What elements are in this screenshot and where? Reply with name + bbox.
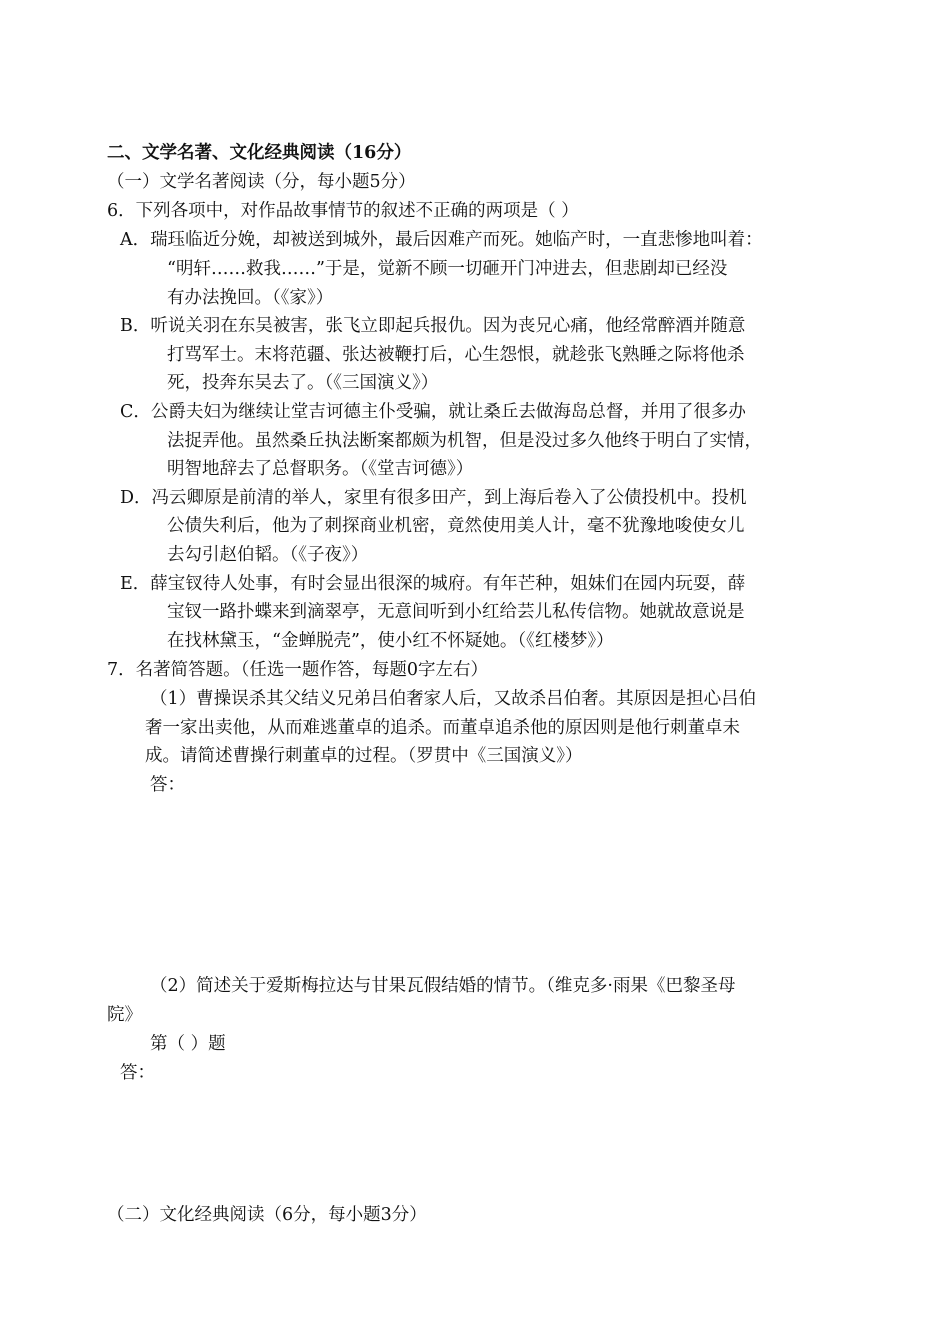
q6-option-a-line2: “明轩……救我……”于是，觉新不顾一切砸开门冲进去，但悲剧却已经没: [167, 259, 728, 279]
q6-option-c-line2: 法捉弄他。虽然桑丘执法断案都颇为机智，但是没过多久他终于明白了实情，: [167, 431, 762, 451]
q6-option-b: B．听说关羽在东吴被害，张飞立即起兵报仇。因为丧兄心痛，他经常醉酒并随意: [120, 316, 746, 336]
part2-title: （二）文化经典阅读（6分，每小题3分）: [107, 1205, 427, 1225]
part1-title: （一）文学名著阅读（分，每小题5分）: [107, 172, 416, 192]
q6-option-a: A．瑞珏临近分娩，却被送到城外，最后因难产而死。她临产时，一直悲惨地叫着：: [120, 230, 763, 250]
q6-option-c-line3: 明智地辞去了总督职务。（《堂吉诃德》）: [167, 459, 474, 479]
q6-option-b-line2: 打骂军士。末将范疆、张达被鞭打后，心生怨恨，就趁张飞熟睡之际将他杀: [167, 345, 745, 365]
q7-stem: 7．名著简答题。（任选一题作答，每题0字左右）: [107, 660, 489, 680]
answer-label-1: 答：: [150, 775, 185, 795]
q6-option-d-line2: 公债失利后，他为了刺探商业机密，竟然使用美人计，毫不犹豫地唆使女儿: [167, 516, 745, 536]
q7-sub1-line1: （1）曹操误杀其父结义兄弟吕伯奢家人后，又故杀吕伯奢。其原因是担心吕伯: [150, 689, 757, 709]
q6-stem: 6．下列各项中，对作品故事情节的叙述不正确的两项是（ ）: [107, 201, 579, 221]
q6-option-e-line2: 宝钗一路扑蝶来到滴翠亭，无意间听到小红给芸儿私传信物。她就故意说是: [167, 602, 745, 622]
q7-sub1-line2: 奢一家出卖他，从而难逃董卓的追杀。而董卓追杀他的原因则是他行刺董卓未: [145, 718, 740, 738]
q6-option-c: C．公爵夫妇为继续让堂吉诃德主仆受骗，就让桑丘去做海岛总督，并用了很多办: [120, 402, 746, 422]
q6-option-e: E．薛宝钗待人处事，有时会显出很深的城府。有年芒种，姐妹们在园内玩耍，薛: [120, 574, 746, 594]
q7-sub1-line3: 成。请简述曹操行刺董卓的过程。（罗贯中《三国演义》）: [145, 746, 583, 766]
answer-label-2: 答：: [120, 1063, 155, 1083]
q6-option-d: D．冯云卿原是前清的举人，家里有很多田产，到上海后卷入了公债投机中。投机: [120, 488, 747, 508]
q6-option-b-line3: 死，投奔东吴去了。（《三国演义》）: [167, 373, 439, 393]
q6-option-e-line3: 在找林黛玉，“金蝉脱壳”，使小红不怀疑她。（《红楼梦》）: [167, 631, 614, 651]
q7-sub2-line1: （2）简述关于爱斯梅拉达与甘果瓦假结婚的情节。（维克多·雨果《巴黎圣母: [150, 976, 736, 996]
q6-option-d-line3: 去勾引赵伯韬。（《子夜》）: [167, 545, 369, 565]
question-choice-label: 第（ ）题: [150, 1034, 226, 1054]
q7-sub2-line2: 院》: [107, 1005, 142, 1025]
section-title: 二、文学名著、文化经典阅读（16分）: [107, 143, 412, 163]
q6-option-a-line3: 有办法挽回。（《家》）: [167, 288, 334, 308]
